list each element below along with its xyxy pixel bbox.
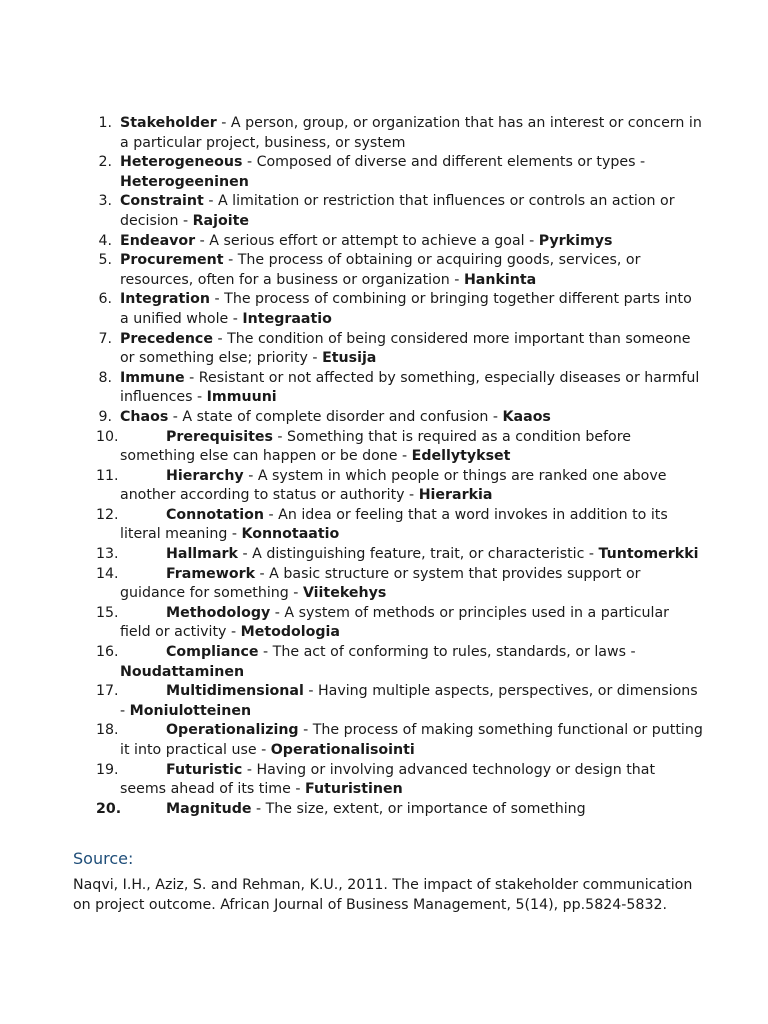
list-item-number: 2. (98, 154, 112, 171)
list-item (74, 232, 704, 252)
list-item-number: 10. (96, 428, 119, 445)
list-item (74, 721, 704, 760)
term: Precedence (120, 330, 213, 347)
list-item-content (120, 232, 704, 252)
term: Stakeholder (120, 115, 217, 131)
term: Operationalizing (166, 722, 299, 739)
list-item-number: 8. (98, 369, 112, 386)
list-item-content (120, 800, 704, 820)
term: Heterogeneous (120, 154, 243, 171)
list-item-content (120, 290, 704, 329)
list-item (74, 506, 704, 545)
glossary-list (74, 114, 704, 819)
list-item (74, 428, 704, 467)
list-item-number: 12. (96, 506, 119, 523)
term: Methodology (166, 604, 271, 621)
list-item-content (120, 251, 704, 290)
definition: - Having multiple aspects, perspectives, or dimensions - (120, 683, 698, 719)
list-item (74, 290, 704, 329)
list-item (74, 192, 704, 231)
finnish-translation: Viitekehys (302, 585, 387, 602)
finnish-translation: Integraatio (242, 310, 332, 327)
list-item (74, 643, 704, 682)
term: Hallmark (166, 546, 238, 563)
list-item-content (120, 330, 704, 369)
term: Magnitude (166, 800, 252, 817)
source-heading: Source: (73, 849, 134, 868)
finnish-translation: Hankinta (463, 271, 537, 288)
list-item-number: 3. (98, 193, 112, 210)
definition: - A system in which people or things are ranked one above another according to status or authority - (120, 467, 667, 504)
term: Framework (166, 565, 256, 582)
list-item-content (120, 545, 704, 565)
list-item-content (120, 565, 704, 604)
list-item (74, 800, 704, 820)
list-item-content (120, 761, 704, 800)
definition: - A limitation or restriction that influences or controls an action or decision - (120, 193, 675, 229)
list-item-number: 1. (98, 115, 112, 131)
definition: - Something that is required as a condition before something else can happen or be done - (120, 428, 631, 465)
definition: - Having or involving advanced technology or design that seems ahead of its time - (120, 761, 656, 798)
finnish-translation: Kaaos (502, 408, 551, 425)
term: Endeavor (120, 232, 196, 249)
list-item (74, 330, 704, 369)
list-item-number: 15. (96, 604, 119, 621)
term: Connotation (166, 506, 264, 523)
list-item-number: 11. (96, 467, 119, 484)
list-item-number: 5. (98, 252, 112, 269)
list-item (74, 114, 704, 153)
term: Chaos (120, 408, 169, 425)
list-item-content (120, 604, 704, 643)
list-item-content (120, 192, 704, 231)
definition: - The act of conforming to rules, standards, or laws - (258, 644, 636, 661)
list-item-content (120, 506, 704, 545)
finnish-translation: Konnotaatio (241, 526, 340, 543)
definition: - A serious effort or attempt to achieve a goal - (195, 232, 539, 249)
list-item (74, 467, 704, 506)
list-item-number: 4. (98, 232, 112, 249)
term: Compliance (166, 644, 259, 661)
definition: - The process of making something functional or putting it into practical use - (120, 722, 703, 758)
list-item (74, 153, 704, 192)
list-item (74, 408, 704, 428)
finnish-translation: Futuristinen (304, 781, 403, 798)
finnish-translation: Etusija (322, 350, 377, 367)
list-item-content (120, 428, 704, 467)
list-item-content (120, 153, 704, 192)
list-item-number: 13. (96, 546, 119, 563)
list-item-number: 16. (96, 644, 119, 661)
term: Hierarchy (166, 467, 244, 484)
term: Futuristic (166, 761, 243, 778)
finnish-translation: Metodologia (240, 624, 340, 641)
list-item (74, 545, 704, 565)
list-item-content (120, 643, 704, 682)
list-item-content (120, 114, 704, 153)
list-item-number: 7. (98, 330, 112, 347)
finnish-translation: Pyrkimys (538, 232, 613, 249)
list-item-content (120, 467, 704, 506)
list-item-content (120, 721, 704, 760)
definition: - A state of complete disorder and confusion - (168, 408, 503, 425)
finnish-translation: Tuntomerkki (598, 546, 699, 563)
definition: - A system of methods or principles used in a particular field or activity - (120, 604, 670, 641)
definition: - Resistant or not affected by something, especially diseases or harmful influences - (120, 369, 700, 406)
list-item-content (120, 408, 704, 428)
finnish-translation: Heterogeeninen (120, 173, 249, 190)
finnish-translation: Hierarkia (418, 487, 493, 504)
definition: - The condition of being considered more important than someone or something else; priority - (120, 330, 691, 367)
list-item-number: 14. (96, 565, 119, 582)
definition: - An idea or feeling that a word invokes in addition to its literal meaning - (120, 506, 668, 543)
list-item (74, 682, 704, 721)
list-item-number: 6. (98, 291, 112, 308)
definition: - Composed of diverse and different elements or types - (242, 154, 646, 171)
term: Immune (120, 369, 185, 386)
finnish-translation: Rajoite (192, 212, 250, 229)
list-item (74, 761, 704, 800)
list-item (74, 251, 704, 290)
definition: - A basic structure or system that provides support or guidance for something - (120, 565, 641, 602)
term: Integration (120, 291, 211, 308)
finnish-translation: Noudattaminen (120, 663, 245, 680)
list-item (74, 565, 704, 604)
finnish-translation: Edellytykset (411, 448, 511, 465)
list-item-content (120, 369, 704, 408)
list-item (74, 604, 704, 643)
term: Multidimensional (166, 683, 304, 700)
list-item-content (120, 682, 704, 721)
finnish-translation: Immuuni (206, 389, 277, 406)
definition: - A person, group, or organization that has an interest or concern in a particular project, business, or system (120, 115, 702, 151)
term: Procurement (120, 252, 224, 269)
finnish-translation: Operationalisointi (270, 742, 415, 758)
list-item-number: 9. (98, 408, 112, 425)
list-item-number: 19. (96, 761, 119, 778)
source-citation: Naqvi, I.H., Aziz, S. and Rehman, K.U., 2011. The impact of stakeholder communication on project outcome. African Journal of Business Management, 5(14), pp.5824-5832. (73, 877, 693, 913)
list-item-number: 17. (96, 683, 119, 700)
term: Constraint (120, 193, 204, 210)
term: Prerequisites (166, 428, 273, 445)
definition: - The process of obtaining or acquiring goods, services, or resources, often for a business or organization - (120, 252, 641, 288)
finnish-translation: Moniulotteinen (129, 702, 252, 719)
definition: - The process of combining or bringing together different parts into a unified whole - (120, 291, 692, 327)
list-item (74, 369, 704, 408)
definition: - A distinguishing feature, trait, or characteristic - (237, 546, 599, 563)
definition: - The size, extent, or importance of something (251, 800, 586, 817)
list-item-number: 20. (96, 800, 122, 817)
list-item-number: 18. (96, 722, 119, 739)
